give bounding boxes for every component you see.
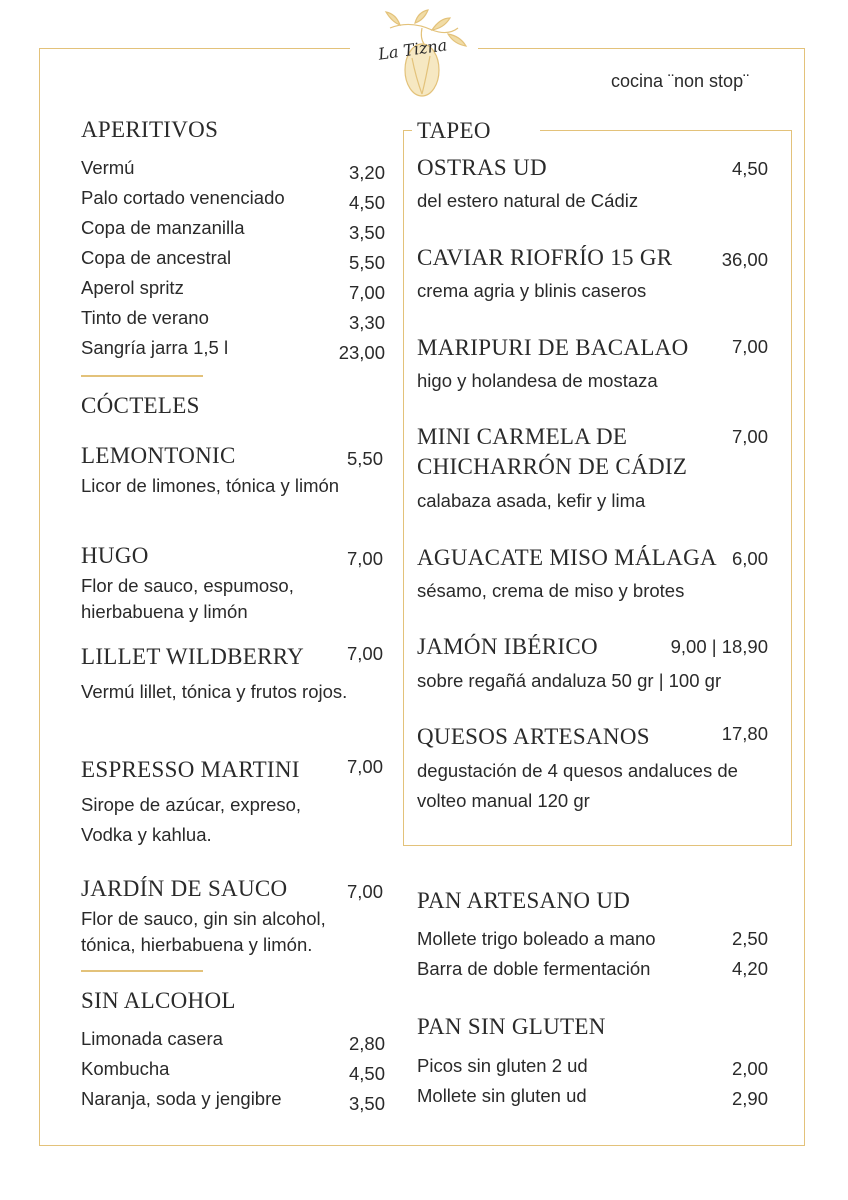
coctel-name: JARDÍN DE SAUCO	[81, 876, 288, 901]
tapeo-item-description: calabaza asada, kefir y lima	[417, 490, 646, 511]
aperitivo-item-name: Palo cortado venenciado	[81, 187, 285, 208]
coctel-description: Flor de sauco, gin sin alcohol, tónica, hierbabuena y limón.	[81, 908, 326, 955]
pan-sin-gluten-item-price: 2,90	[731, 1088, 768, 1109]
tagline: cocina ¨non stop¨	[611, 71, 750, 91]
coctel-description: Flor de sauco, espumoso, hierbabuena y limón	[81, 575, 294, 622]
aperitivo-item-name: Tinto de verano	[81, 307, 209, 328]
tapeo-item-price: 36,00	[721, 249, 768, 270]
coctel-name: ESPRESSO MARTINI	[81, 757, 300, 782]
aperitivo-item-price: 7,00	[348, 282, 385, 303]
section-divider	[81, 375, 203, 377]
tapeo-item-name: OSTRAS UD	[417, 155, 547, 180]
section-title-sin-alcohol: SIN ALCOHOL	[81, 988, 236, 1013]
brand-logo-text: La Tizna	[377, 35, 449, 64]
coctel-description: Licor de limones, tónica y limón	[81, 475, 340, 496]
aperitivo-item-price: 4,50	[348, 192, 385, 213]
tapeo-item-name: MINI CARMELA DE	[417, 424, 628, 449]
pan-item-price: 2,50	[731, 928, 768, 949]
coctel-price: 7,00	[346, 548, 383, 569]
sin-alcohol-item-price: 2,80	[348, 1033, 385, 1054]
tapeo-item-price: 17,80	[721, 723, 768, 744]
aperitivo-item-price: 3,30	[348, 312, 385, 333]
aperitivo-item-price: 5,50	[348, 252, 385, 273]
coctel-name: LILLET WILDBERRY	[81, 644, 305, 669]
sin-alcohol-item-price: 4,50	[348, 1063, 385, 1084]
tapeo-item-description: degustación de 4 quesos andaluces de volteo manual 120 gr	[417, 760, 738, 811]
sin-alcohol-item-name: Kombucha	[81, 1058, 170, 1079]
pan-sin-gluten-item-name: Picos sin gluten 2 ud	[417, 1055, 588, 1076]
aperitivo-item-name: Aperol spritz	[81, 277, 184, 298]
coctel-price: 7,00	[346, 881, 383, 902]
coctel-description: Vermú lillet, tónica y frutos rojos.	[81, 681, 348, 702]
tapeo-item-description: del estero natural de Cádiz	[417, 190, 639, 211]
coctel-description: Sirope de azúcar, expreso, Vodka y kahlua.	[81, 794, 302, 845]
tapeo-item-name: JAMÓN IBÉRICO	[417, 634, 598, 659]
tapeo-item-description: sobre regañá andaluza 50 gr | 100 gr	[417, 670, 722, 691]
pan-item-price: 4,20	[731, 958, 768, 979]
tapeo-item-name: QUESOS ARTESANOS	[417, 724, 650, 749]
aperitivo-item-price: 3,50	[348, 222, 385, 243]
aperitivo-item-price: 23,00	[338, 342, 385, 363]
tapeo-item-name: CAVIAR RIOFRÍO 15 GR	[417, 245, 673, 270]
sin-alcohol-item-name: Naranja, soda y jengibre	[81, 1088, 282, 1109]
coctel-name: HUGO	[81, 543, 149, 568]
aperitivo-item-name: Copa de ancestral	[81, 247, 232, 268]
aperitivo-item-name: Copa de manzanilla	[81, 217, 245, 238]
tapeo-item-price: 7,00	[731, 426, 768, 447]
tapeo-item-name: MARIPURI DE BACALAO	[417, 335, 689, 360]
tapeo-item-price: 9,00 | 18,90	[670, 636, 768, 657]
sin-alcohol-item-name: Limonada casera	[81, 1028, 223, 1049]
tapeo-item-price: 4,50	[731, 158, 768, 179]
sin-alcohol-item-price: 3,50	[348, 1093, 385, 1114]
pan-sin-gluten-item-name: Mollete sin gluten ud	[417, 1085, 587, 1106]
tapeo-item-name: AGUACATE MISO MÁLAGA	[417, 545, 717, 570]
section-divider	[81, 970, 203, 972]
tapeo-item-name-line2: CHICHARRÓN DE CÁDIZ	[417, 454, 688, 479]
tapeo-item-description: crema agria y blinis caseros	[417, 280, 647, 301]
section-title-pan-sin-gluten: PAN SIN GLUTEN	[417, 1014, 606, 1039]
section-title-tapeo: TAPEO	[417, 118, 491, 143]
coctel-price: 7,00	[346, 643, 383, 664]
aperitivo-item-name: Sangría jarra 1,5 l	[81, 337, 229, 358]
pan-item-name: Barra de doble fermentación	[417, 958, 651, 979]
pan-item-name: Mollete trigo boleado a mano	[417, 928, 656, 949]
tapeo-item-price: 7,00	[731, 336, 768, 357]
section-title-pan-artesano: PAN ARTESANO UD	[417, 888, 631, 913]
tapeo-item-price: 6,00	[731, 548, 768, 569]
tapeo-item-description: higo y holandesa de mostaza	[417, 370, 658, 391]
aperitivo-item-price: 3,20	[348, 162, 385, 183]
tapeo-item-description: sésamo, crema de miso y brotes	[417, 580, 685, 601]
pan-sin-gluten-item-price: 2,00	[731, 1058, 768, 1079]
coctel-price: 5,50	[346, 448, 383, 469]
coctel-name: LEMONTONIC	[81, 443, 236, 468]
section-title-cocteles: CÓCTELES	[81, 393, 200, 418]
coctel-price: 7,00	[346, 756, 383, 777]
aperitivo-item-name: Vermú	[81, 157, 135, 178]
section-title-aperitivos: APERITIVOS	[81, 117, 219, 142]
